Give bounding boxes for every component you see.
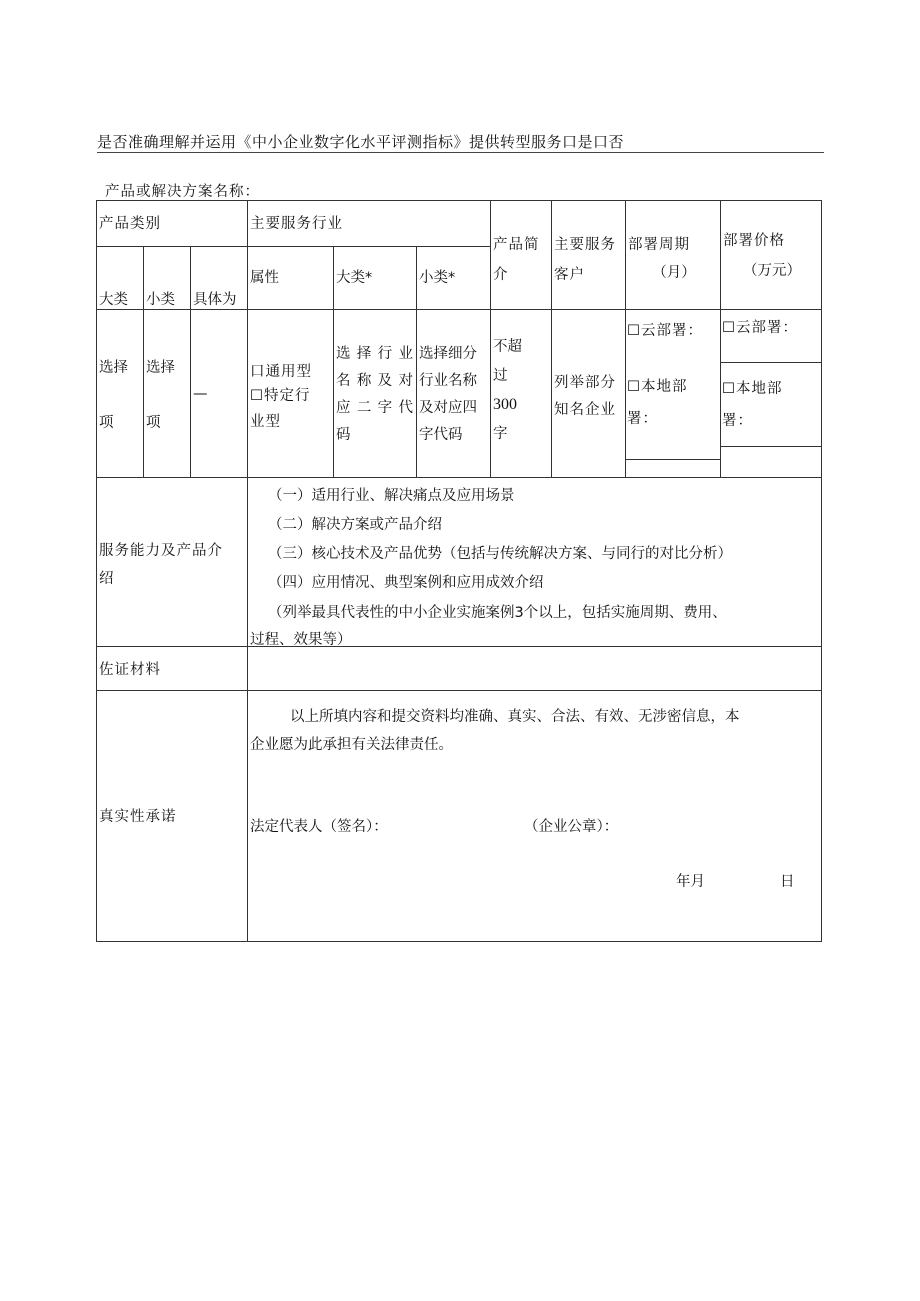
compliance-question: 是否准确理解并运用《中小企业数字化水平评测指标》提供转型服务口是口否 <box>97 133 625 151</box>
commitment-statement: 以上所填内容和提交资料均准确、真实、合法、有效、无涉密信息，本 <box>290 709 740 725</box>
table-line <box>720 446 822 447</box>
table-line <box>625 459 720 460</box>
table-line <box>720 362 822 363</box>
capability-item: 过程、效果等） <box>250 632 352 648</box>
major-category-header: 大类 <box>99 292 128 308</box>
company-seal-label[interactable]: （企业公章）： <box>524 819 619 835</box>
date-year-month: 年月 <box>676 874 705 890</box>
table-line <box>333 246 334 478</box>
date-day: 日 <box>780 874 795 890</box>
main-service-industry-header: 主要服务行业 <box>250 216 343 232</box>
table-line <box>625 200 626 478</box>
header-rule <box>97 152 824 153</box>
evidence-label: 佐证材料 <box>99 662 161 678</box>
industry-major-header: 大类* <box>336 270 373 286</box>
table-line <box>190 246 191 478</box>
commitment-label: 真实性承诺 <box>99 809 177 825</box>
industry-minor-header: 小类* <box>419 270 456 286</box>
table-line <box>96 246 491 247</box>
table-border-left <box>96 200 97 942</box>
table-line <box>416 246 417 478</box>
specific-industry-checkbox[interactable]: ☐特定行 <box>250 388 311 404</box>
period-cloud-checkbox[interactable]: ☐云部署： <box>627 323 703 339</box>
price-cloud-checkbox[interactable]: ☐云部署： <box>722 320 798 336</box>
capability-item: （三）核心技术及产品优势（包括与传统解决方案、与同行的对比分析） <box>268 546 732 562</box>
minor-category-header: 小类 <box>146 292 175 308</box>
product-name-label: 产品或解决方案名称： <box>105 184 260 200</box>
table-border-right <box>821 200 822 942</box>
table-line <box>143 246 144 478</box>
table-line <box>96 477 822 478</box>
table-line <box>247 200 248 942</box>
attribute-header: 属性 <box>250 270 279 286</box>
table-line <box>551 200 552 478</box>
evidence-field[interactable] <box>248 647 821 690</box>
general-type-checkbox[interactable]: 口通用型 <box>250 364 312 380</box>
specific-dash: — <box>193 386 208 402</box>
product-category-header: 产品类别 <box>99 216 161 232</box>
specific-header: 具体为 <box>193 292 237 308</box>
capability-item: （列举最具代表性的中小企业实施案例3个以上，包括实施周期、费用、 <box>268 605 727 621</box>
table-border-bottom <box>96 941 822 942</box>
commitment-statement-cont: 企业愿为此承担有关法律责任。 <box>250 737 453 753</box>
legal-rep-signature-label[interactable]: 法定代表人（签名）： <box>250 819 388 835</box>
capability-item: （二）解决方案或产品介绍 <box>268 517 442 533</box>
capability-item: （四）应用情况、典型案例和应用成效介绍 <box>268 575 544 591</box>
table-line <box>96 690 822 691</box>
table-border-top <box>96 200 822 201</box>
table-line <box>720 200 721 478</box>
capability-item: （一）适用行业、解决痛点及应用场景 <box>268 488 515 504</box>
table-line <box>490 200 491 478</box>
